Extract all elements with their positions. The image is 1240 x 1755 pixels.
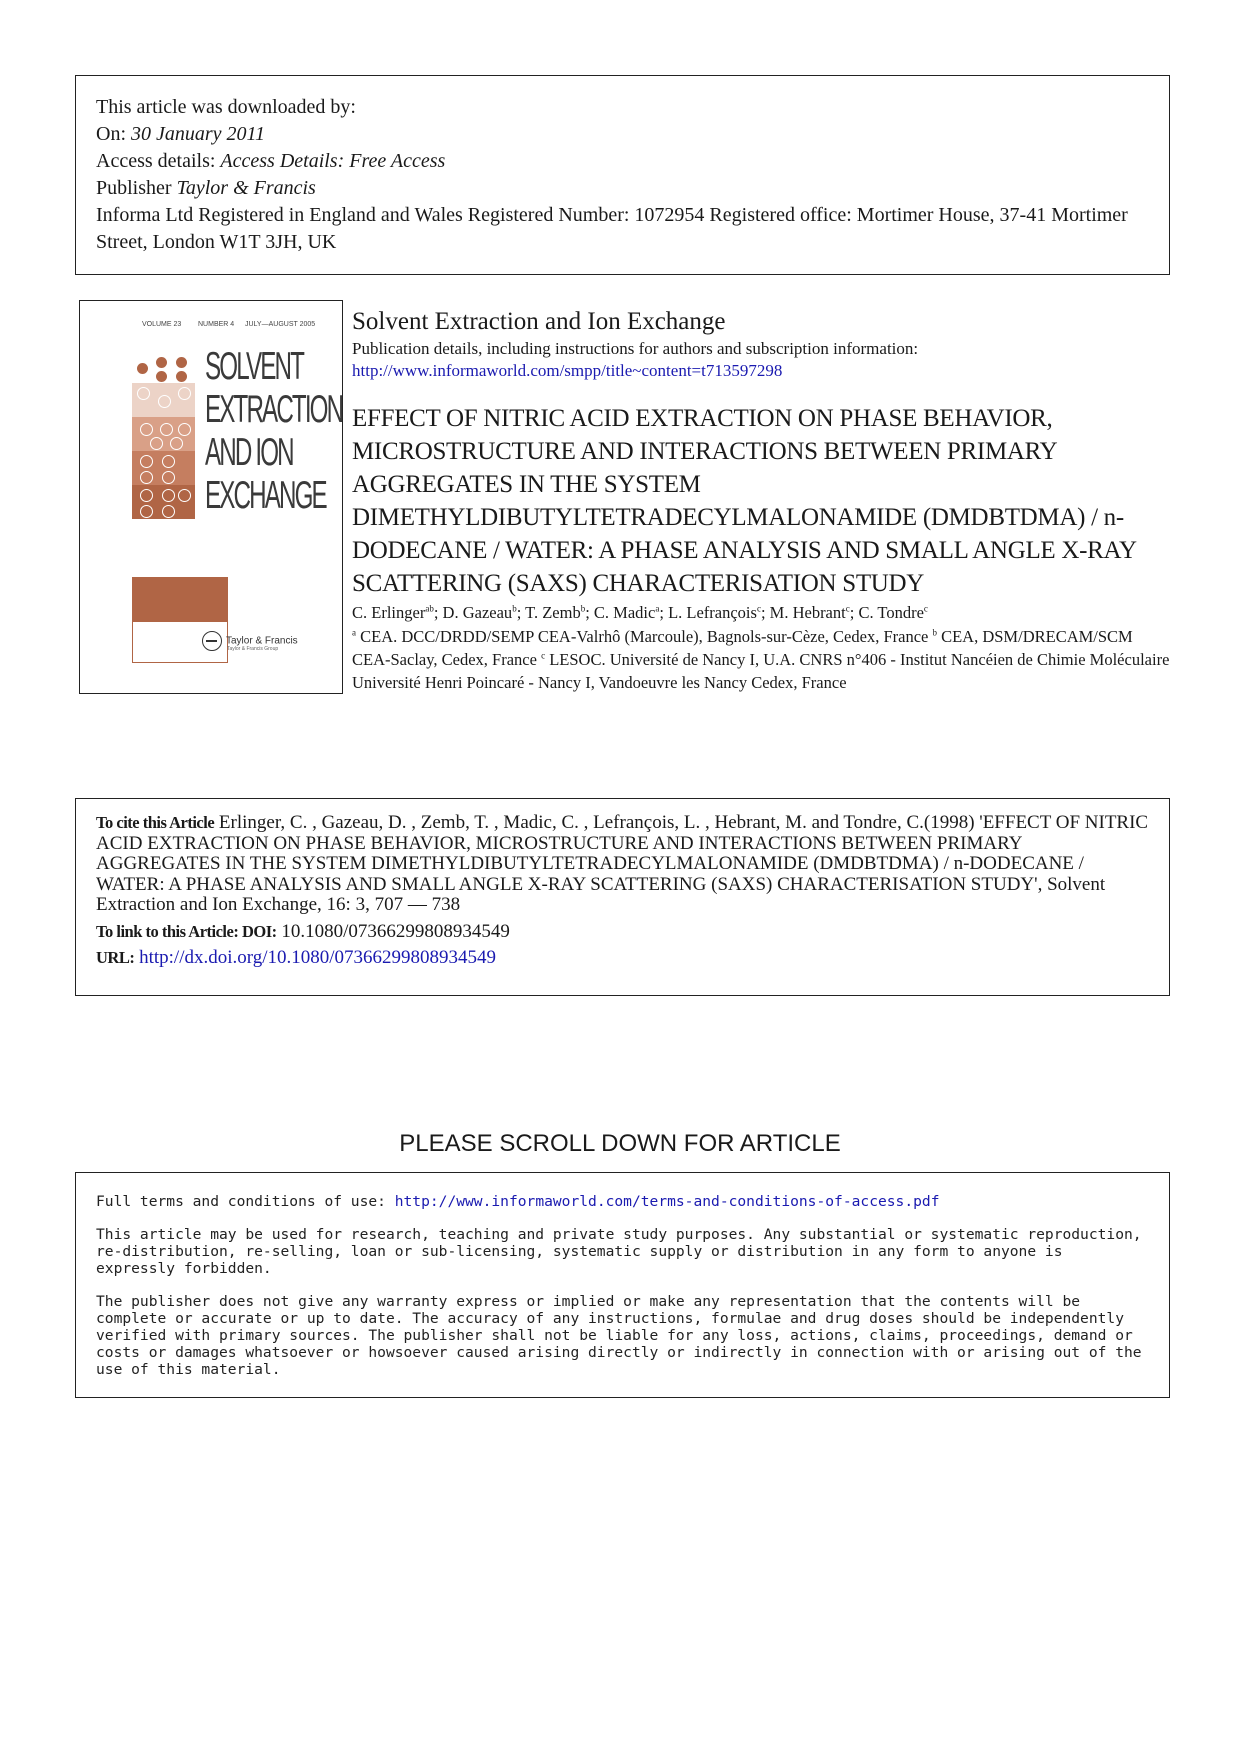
citation-box [75,798,1170,996]
url-label: URL: [96,948,135,967]
doi-value: 10.1080/07366299808934549 [276,920,510,942]
url-line [96,948,1149,969]
terms-url-link[interactable]: http://www.informaworld.com/terms-and-conditions-of-access.pdf [394,1193,940,1210]
cover-number: NUMBER 4 [198,321,235,328]
cover-dot-pattern [132,349,195,519]
on-date-line: On: 30 January 2011 [96,123,266,145]
author: M. Hebrant$^c$; [769,603,859,622]
author: C. Erlinger$^{ab}$; [352,603,443,622]
publication-details: Publication details, including instructions for authors and subscription information: [352,339,919,358]
taylor-francis-logo-icon [202,631,222,651]
author-list [352,601,1172,624]
publisher-value: Taylor & Francis [176,177,316,199]
terms-warranty-paragraph: The publisher does not give any warranty express or implied or make any representation that the contents will be complete or accurate or up to date. The accuracy of any instructions, formulae and drug doses should be independently verified with primary sources. The publisher shall not be liable for any loss, actions, claims, proceedings, demand or costs or damages whatsoever or howsoever caused arising directly or indirectly in connection with or arising out of the use of this material. [96,1293,1142,1378]
journal-title: Solvent Extraction and Ion Exchange [352,308,726,335]
author: D. Gazeau$^b$; [442,603,526,622]
access-details-line: Access details: Access Details: Free Access [96,150,446,172]
cover-volume: VOLUME 23 [142,321,182,328]
download-date: 30 January 2011 [131,123,266,145]
cover-date: JULY—AUGUST 2005 [245,321,316,328]
taylor-francis-logo: Taylor & Francis Taylor & Francis Group [202,631,298,652]
article-title: EFFECT OF NITRIC ACID EXTRACTION ON PHASE BEHAVIOR, MICROSTRUCTURE AND INTERACTIONS BETWEEN PRIMARY AGGREGATES IN THE SYSTEM DIMETHYLDIBUTYLTETRADECYLMALONAMIDE (DMDBTDMA) / n-DODECANE / WATER: A PHASE ANALYSIS AND SMALL ANGLE X-RAY SCATTERING (SAXS) CHARACTERISATION STUDY [352,405,1136,597]
author: L. Lefrançois$^c$; [668,603,770,622]
doi-line [96,922,1149,943]
scroll-down-notice: PLEASE SCROLL DOWN FOR ARTICLE [399,1130,841,1157]
access-details-value: Access Details: Free Access [220,150,446,172]
terms-usage-paragraph: This article may be used for research, teaching and private study purposes. Any substantial or systematic reproduction, re-distribution, re-selling, loan or sub-licensing, systematic supply or distribution in any form to anyone is expressly forbidden. [96,1226,1142,1277]
author: C. Tondre$^c$ [858,603,928,622]
doi-label: To link to this Article: DOI: [96,921,277,941]
author: C. Madic$^a$; [593,603,669,622]
cover-color-block [132,577,228,621]
terms-link-line: Full terms and conditions of use: http://www.informaworld.com/terms-and-conditions-of-access.pdf [96,1193,940,1210]
publisher-line: Publisher Taylor & Francis [96,177,316,199]
cite-text: Erlinger, C. , Gazeau, D. , Zemb, T. , Madic, C. , Lefrançois, L. , Hebrant, M. and Tondre, C.(1998) 'EFFECT OF NITRIC ACID EXTRACTION ON PHASE BEHAVIOR, MICROSTRUCTURE AND INTERACTIONS BETWEEN PRIMARY AGGREGATES IN THE SYSTEM DIMETHYLDIBUTYLTETRADECYLMALONAMIDE (DMDBTDMA) / n-DODECANE / WATER: A PHASE ANALYSIS AND SMALL ANGLE X-RAY SCATTERING (SAXS) CHARACTERISATION STUDY', Solvent Extraction and Ion Exchange, 16: 3, 707 — 738 [96,812,1149,915]
journal-cover-image [79,300,343,694]
journal-article-info [352,306,1172,694]
doi-url-link[interactable]: http://dx.doi.org/10.1080/07366299808934549 [139,947,497,968]
downloaded-by-line: This article was downloaded by: [96,96,356,118]
cite-label: To cite this Article [96,813,215,832]
terms-box [75,1172,1170,1398]
download-info-box [75,75,1170,275]
cover-title: SOLVENT EXTRACTION AND ION EXCHANGE [205,345,343,517]
journal-url-link[interactable]: http://www.informaworld.com/smpp/title~content=t713597298 [352,361,783,380]
author: T. Zemb$^b$; [525,603,594,622]
affiliations: $^a$ CEA. DCC/DRDD/SEMP CEA-Valrhô (Marcoule), Bagnols-sur-Cèze, Cedex, France $^b$ CEA, DSM/DRECAM/SCM CEA-Saclay, Cedex, France $^c$ LESOC. Université de Nancy I, U.A. CNRS n°406 - Institut Nancéien de Chimie Moléculaire Université Henri Poincaré - Nancy I, Vandoeuvre les Nancy Cedex, France [352,627,1170,692]
registered-office-line: Informa Ltd Registered in England and Wales Registered Number: 1072954 Registered office: Mortimer House, 37-41 Mortimer Street, London W1T 3JH, UK [96,204,1128,253]
cite-paragraph [96,813,1149,916]
